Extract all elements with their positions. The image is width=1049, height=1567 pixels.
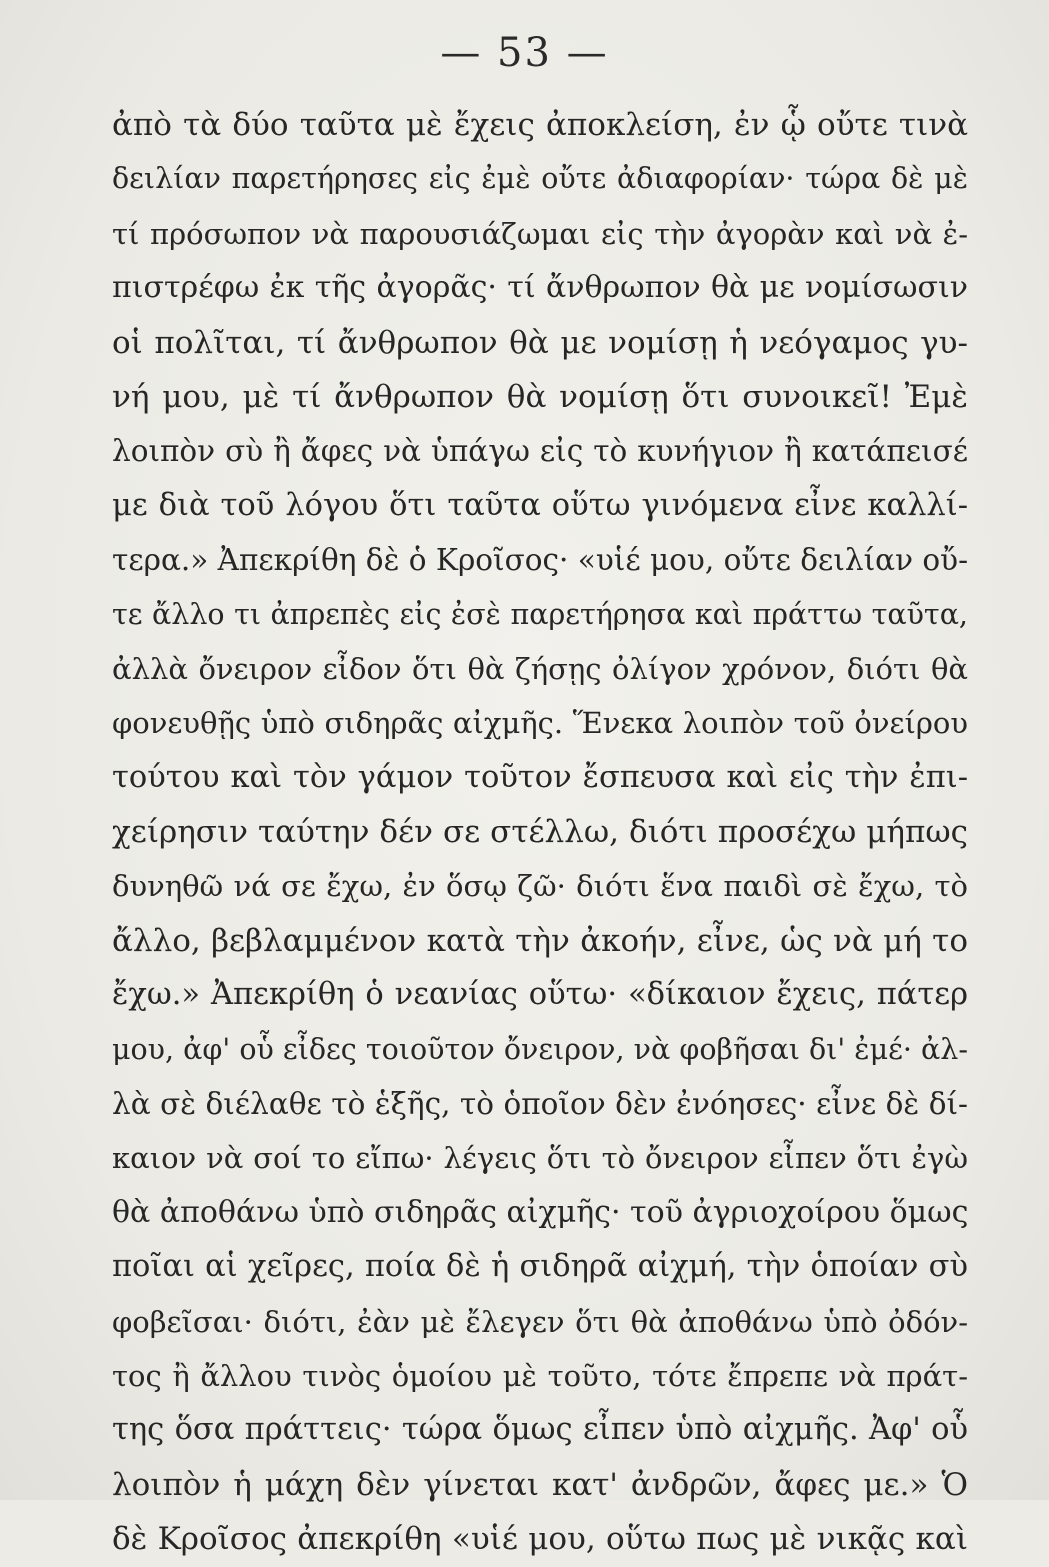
text-line: καιον νὰ σοί το εἴπω· λέγεις ὅτι τὸ ὄνειρον εἶπεν ὅτι ἐγὼ: [112, 1141, 968, 1176]
text-line: τος ἢ ἄλλου τινὸς ὁμοίου μὲ τοῦτο, τότε ἔπρεπε νὰ πράτ-: [112, 1358, 968, 1393]
text-line: δυνηθῶ νά σε ἔχω, ἐν ὅσῳ ζῶ· διότι ἕνα παιδὶ σὲ ἔχω, τὸ: [112, 869, 968, 904]
page-number: — 53 —: [440, 30, 609, 76]
text-line: τί πρόσωπον νὰ παρουσιάζωμαι εἰς τὴν ἀγορὰν καὶ νὰ ἐ-: [112, 216, 968, 251]
text-line: μου, ἀφ' οὗ εἶδες τοιοῦτον ὄνειρον, νὰ φοβῆσαι δι' ἐμέ· ἀλ-: [112, 1032, 968, 1066]
text-line: τε ἄλλο τι ἀπρεπὲς εἰς ἐσὲ παρετήρησα καὶ πράττω ταῦτα,: [112, 597, 968, 631]
text-line: ποῖαι αἱ χεῖρες, ποία δὲ ἡ σιδηρᾶ αἰχμή, τὴν ὁποίαν σὺ: [112, 1249, 968, 1285]
text-line: οἱ πολῖται, τί ἄνθρωπον θὰ με νομίσῃ ἡ νεόγαμος γυ-: [112, 324, 968, 361]
text-line: δὲ Κροῖσος ἀπεκρίθη «υἱέ μου, οὕτω πως μὲ νικᾷς καὶ: [112, 1521, 968, 1558]
text-line: ἀπὸ τὰ δύο ταῦτα μὲ ἔχεις ἀποκλείση, ἐν ᾧ οὔτε τινὰ: [112, 107, 968, 143]
text-line: νή μου, μὲ τί ἄνθρωπον θὰ νομίσῃ ὅτι συνοικεῖ! Ἐμὲ: [112, 378, 968, 415]
text-line: τερα.» Ἀπεκρίθη δὲ ὁ Κροῖσος· «υἱέ μου, οὔτε δειλίαν οὔ-: [112, 543, 968, 578]
text-line: φοβεῖσαι· διότι, ἐὰν μὲ ἔλεγεν ὅτι θὰ ἀποθάνω ὑπὸ ὀδόν-: [112, 1304, 968, 1339]
text-line: χείρησιν ταύτην δέν σε στέλλω, διότι προσέχω μήπως: [112, 814, 968, 851]
text-line: με διὰ τοῦ λόγου ὅτι ταῦτα οὕτω γινόμενα εἶνε καλλί-: [112, 487, 968, 523]
text-line: ἄλλο, βεβλαμμένον κατὰ τὴν ἀκοήν, εἶνε, ὡς νὰ μή το: [112, 922, 968, 959]
body-text: [112, 98, 968, 1567]
text-line: λὰ σὲ διέλαθε τὸ ἑξῆς, τὸ ὁποῖον δὲν ἐνόησες· εἶνε δὲ δί-: [112, 1087, 968, 1122]
text-line: φονευθῇς ὑπὸ σιδηρᾶς αἰχμῆς. Ἕνεκα λοιπὸν τοῦ ὀνείρου: [112, 706, 968, 741]
text-line: θὰ ἀποθάνω ὑπὸ σιδηρᾶς αἰχμῆς· τοῦ ἀγριοχοίρου ὅμως: [112, 1194, 968, 1230]
text-line: πιστρέφω ἐκ τῆς ἀγορᾶς· τί ἄνθρωπον θὰ με νομίσωσιν: [112, 270, 968, 306]
text-line: ἔχω.» Ἀπεκρίθη ὁ νεανίας οὕτω· «δίκαιον ἔχεις, πάτερ: [112, 977, 968, 1013]
text-line: δειλίαν παρετήρησες εἰς ἐμὲ οὔτε ἀδιαφορίαν· τώρα δὲ μὲ: [112, 162, 968, 196]
text-line: λοιπὸν ἡ μάχη δὲν γίνεται κατ' ἀνδρῶν, ἄφες με.» Ὁ: [112, 1466, 968, 1503]
text-line: ἀλλὰ ὄνειρον εἶδον ὅτι θὰ ζήσῃς ὀλίγον χρόνον, διότι θὰ: [112, 651, 968, 686]
text-line: τούτου καὶ τὸν γάμον τοῦτον ἔσπευσα καὶ εἰς τὴν ἐπι-: [112, 759, 968, 795]
text-line: λοιπὸν σὺ ἢ ἄφες νὰ ὑπάγω εἰς τὸ κυνήγιον ἢ κατάπεισέ: [112, 434, 968, 469]
text-line: της ὅσα πράττεις· τώρα ὅμως εἶπεν ὑπὸ αἰχμῆς. Ἀφ' οὗ: [112, 1412, 968, 1448]
